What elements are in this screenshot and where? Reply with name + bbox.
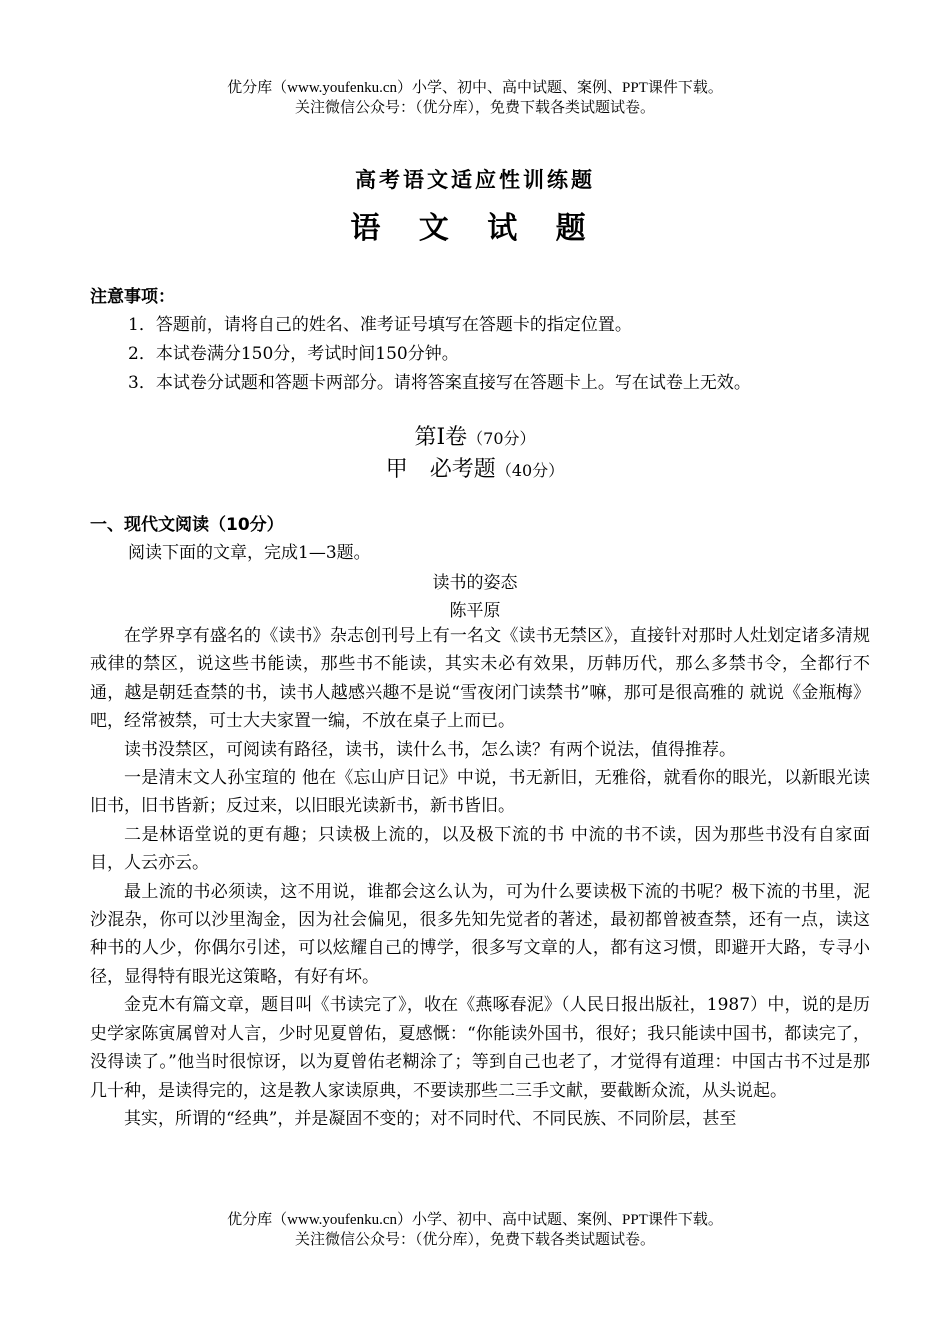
part-one-label: 第Ⅰ卷 <box>414 425 468 450</box>
exam-subtitle: 高考语文适应性训练题 <box>355 167 595 192</box>
part-one-score: （70分） <box>467 429 536 448</box>
article-paragraph: 一是清末文人孙宝瑄的 他在《忘山庐日记》中说，书无新旧，无雅俗，就看你的眼光，以新眼光读旧书，旧书皆新；反过来，以旧眼光读新书，新书皆旧。 <box>90 768 870 817</box>
notice-item-2: 2．本试卷满分150分，考试时间150分钟。 <box>128 344 459 364</box>
notice-list <box>90 311 870 398</box>
part-one-heading <box>0 420 950 451</box>
article-title: 读书的姿态 <box>432 573 518 593</box>
page-header <box>0 78 950 118</box>
article-body <box>90 622 870 1133</box>
article-paragraph: 其实，所谓的“经典”，并是凝固不变的；对不同时代、不同民族、不同阶层，甚至 <box>124 1108 737 1129</box>
page-footer <box>0 1210 950 1250</box>
part-two-label: 甲 必考题 <box>385 457 496 482</box>
article-paragraph: 读书没禁区，可阅读有路径，读书，读什么书，怎么读？有两个说法，值得推荐。 <box>124 739 736 760</box>
header-line-2: 关注微信公众号：（优分库），免费下载各类试题试卷。 <box>294 100 655 116</box>
part-two-heading <box>0 452 950 483</box>
notice-item-1: 1．答题前，请将自己的姓名、准考证号填写在答题卡的指定位置。 <box>128 315 632 335</box>
section-instruction: 阅读下面的文章，完成1—3题。 <box>128 543 371 563</box>
article-author: 陈平原 <box>449 601 501 621</box>
notice-heading: 注意事项： <box>90 287 175 307</box>
footer-line-2: 关注微信公众号：（优分库），免费下载各类试题试卷。 <box>294 1232 655 1248</box>
header-line-1: 优分库（www.youfenku.cn）小学、初中、高中试题、案例、PPT课件下载。 <box>227 80 723 96</box>
article-paragraph: 金克木有篇文章，题目叫《书读完了》，收在《燕啄春泥》（人民日报出版社，1987）中，说的是历史学家陈寅属曾对人言，少时见夏曾佑，夏感慨：“你能读外国书，很好；我只能读中国书，都读完了，没得读了。”他当时很惊讶，以为夏曾佑老糊涂了；等到自己也老了，才觉得有道理：中国古书不过是那几十种，是读得完的，这是教人家读原典，不要读那些二三手文献，要截断众流，从头说起。 <box>90 995 870 1101</box>
notice-item-3: 3．本试卷分试题和答题卡两部分。请将答案直接写在答题卡上。写在试卷上无效。 <box>128 373 751 393</box>
part-two-score: （40分） <box>495 461 565 480</box>
article-paragraph: 在学界享有盛名的《读书》杂志创刊号上有一名文《读书无禁区》，直接针对那时人灶划定诸多清规戒律的禁区，说这些书能读，那些书不能读，其实未必有效果，历韩历代，那么多禁书令，全都行不通，越是朝廷查禁的书，读书人越感兴趣不是说“雪夜闭门读禁书”嘛，那可是很高雅的 就说《金瓶梅》吧，经常被禁，可士大夫家置一编，不放在桌子上而已。 <box>90 626 870 732</box>
exam-title: 语 文 试 题 <box>350 211 600 246</box>
article-paragraph: 二是林语堂说的更有趣；只读极上流的，以及极下流的书 中流的书不读，因为那些书没有自家面目，人云亦云。 <box>90 824 870 874</box>
footer-line-1: 优分库（www.youfenku.cn）小学、初中、高中试题、案例、PPT课件下载。 <box>227 1212 723 1228</box>
section-heading: 一、现代文阅读（10分） <box>90 515 284 535</box>
article-paragraph: 最上流的书必须读，这不用说，谁都会这么认为，可为什么要读极下流的书呢？极下流的书里，泥沙混杂，你可以沙里淘金，因为社会偏见，很多先知先觉者的著述，最初都曾被查禁，还有一点，读这种书的人少，你偶尔引述，可以炫耀自己的博学，很多写文章的人，都有这习惯，即避开大路，专寻小径，显得特有眼光这策略，有好有坏。 <box>90 881 870 987</box>
